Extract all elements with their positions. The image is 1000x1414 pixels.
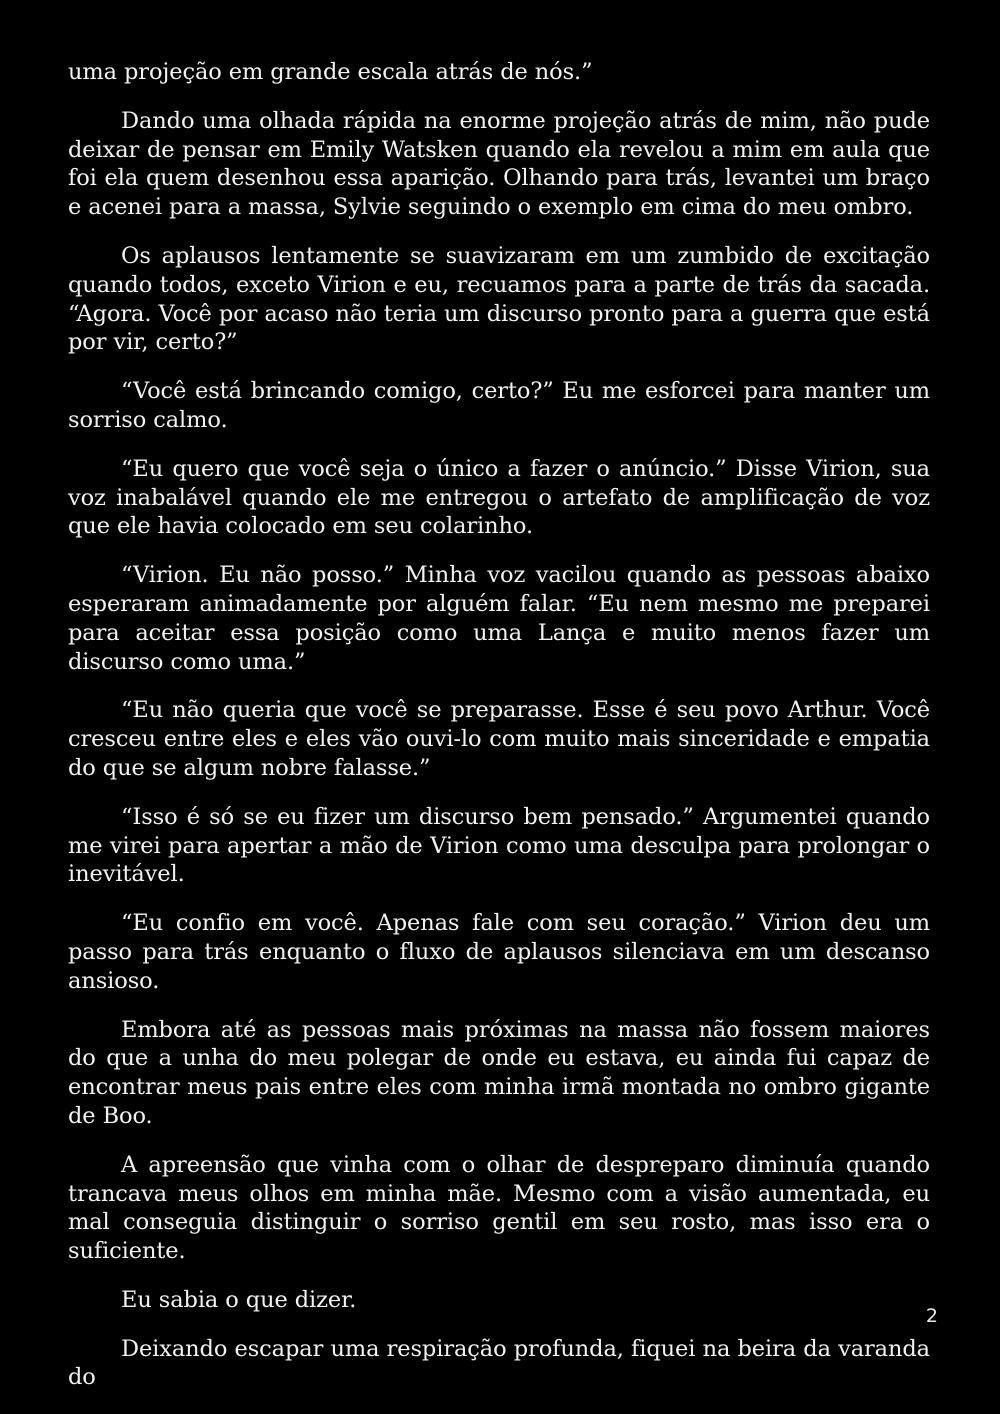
paragraph: “Você está brincando comigo, certo?” Eu me esforcei para manter um sorriso calmo. <box>68 378 930 433</box>
paragraph: Deixando escapar uma respiração profunda, fiquei na beira da varanda do <box>68 1335 930 1391</box>
paragraph: Eu sabia o que dizer. <box>121 1286 357 1313</box>
paragraph: “Virion. Eu não posso.” Minha voz vacilou quando as pessoas abaixo esperaram animadamente por alguém falar. “Eu nem mesmo me preparei para aceitar essa posição como uma Lança e muito menos fazer um discurso como uma.” <box>68 562 930 675</box>
paragraph: uma projeção em grande escala atrás de nós.” <box>68 59 593 85</box>
paragraph: Embora até as pessoas mais próximas na massa não fossem maiores do que a unha do meu polegar de onde eu estava, eu ainda fui capaz de encontrar meus pais entre eles com minha irmã montada no ombro gigante de Boo. <box>68 1016 930 1129</box>
page-number: 2 <box>925 1305 938 1327</box>
paragraph: “Eu não queria que você se preparasse. Esse é seu povo Arthur. Você cresceu entre eles e eles vão ouvi-lo com muito mais sinceridade e empatia do que se algum nobre falasse.” <box>68 697 930 781</box>
paragraph: Dando uma olhada rápida na enorme projeção atrás de mim, não pude deixar de pensar em Emily Watsken quando ela revelou a mim em aula que foi ela quem desenhou essa aparição. Olhando para trás, levantei um braço e acenei para a massa, Sylvie seguindo o exemplo em cima do meu ombro. <box>68 107 930 221</box>
paragraph: Os aplausos lentamente se suavizaram em um zumbido de excitação quando todos, exceto Virion e eu, recuamos para a parte de trás da sacada. “Agora. Você por acaso não teria um discurso pronto para a guerra que está por vir, certo?” <box>68 242 930 356</box>
paragraph: “Eu confio em você. Apenas fale com seu coração.” Virion deu um passo para trás enquanto o fluxo de aplausos silenciava em um descanso ansioso. <box>68 910 930 994</box>
page-body <box>68 58 930 1412</box>
paragraph: “Eu quero que você seja o único a fazer o anúncio.” Disse Virion, sua voz inabalável quando ele me entregou o artefato de amplificação de voz que ele havia colocado em seu colarinho. <box>68 455 930 540</box>
paragraph: “Isso é só se eu fizer um discurso bem pensado.” Argumentei quando me virei para apertar a mão de Virion como uma desculpa para prolongar o inevitável. <box>68 803 930 888</box>
paragraph: A apreensão que vinha com o olhar de despreparo diminuía quando trancava meus olhos em minha mãe. Mesmo com a visão aumentada, eu mal conseguia distinguir o sorriso gentil em seu rosto, mas isso era o suficiente. <box>68 1151 930 1265</box>
